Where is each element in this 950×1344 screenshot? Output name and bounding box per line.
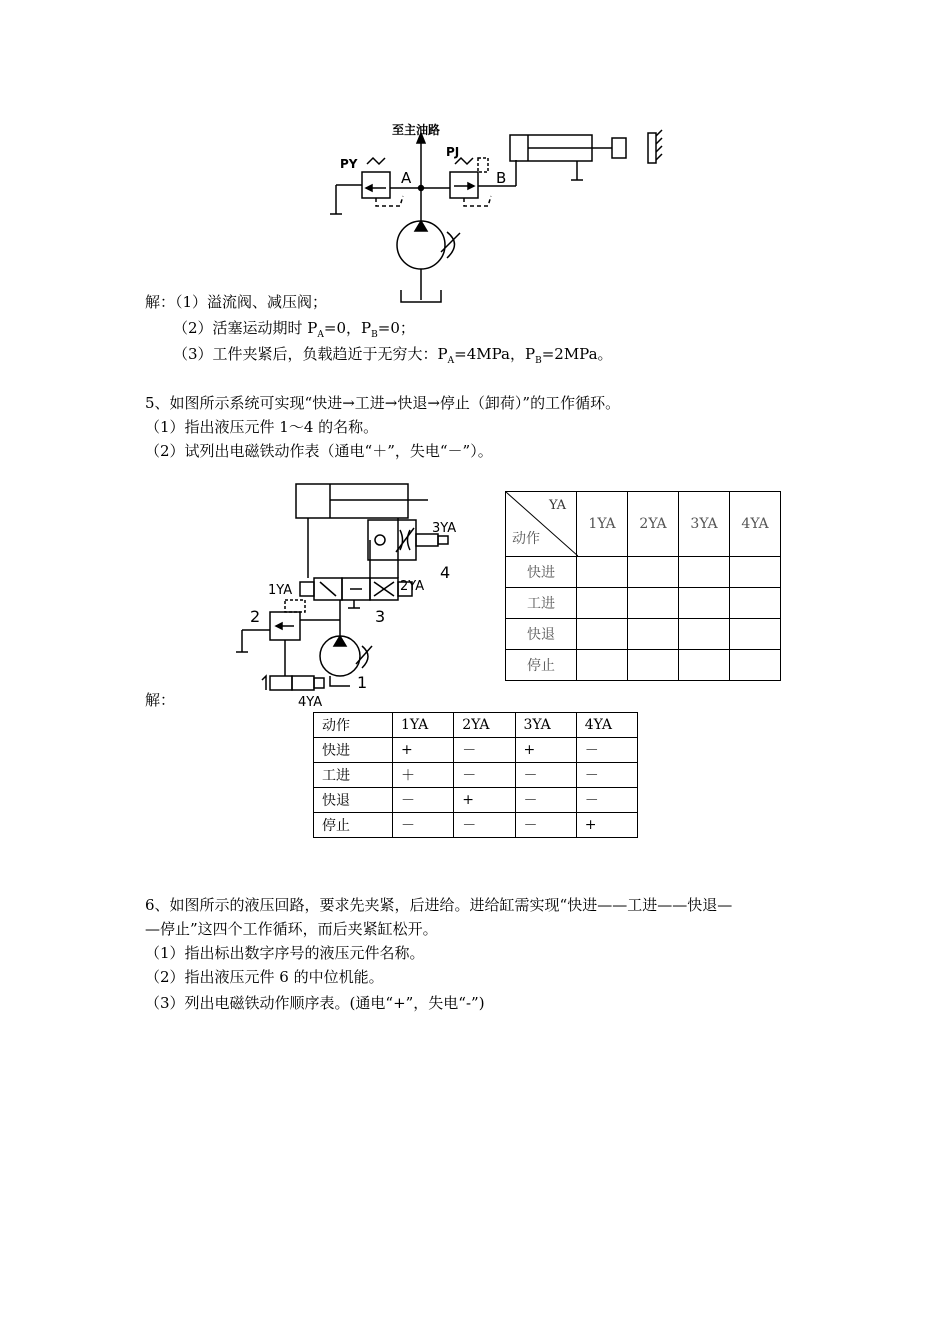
pj-label: PJ <box>446 145 460 159</box>
table-header-cell: 4YA <box>730 492 781 557</box>
row-label: 快退 <box>506 619 577 650</box>
answer-header-cell: 2YA <box>454 713 515 738</box>
main-line-label: 至主油路 <box>392 123 441 137</box>
q5-title: 5、如图所示系统可实现“快进→工进→快退→停止（卸荷）”的工作循环。 <box>145 394 621 412</box>
table-header-cell: 1YA <box>577 492 628 557</box>
q6-sub1: （1）指出标出数字序号的液压元件名称。 <box>145 944 425 962</box>
hydraulic-diagram-1 <box>325 118 675 310</box>
corner-top-label: YA <box>549 498 566 513</box>
q6-sub3: （3）列出电磁铁动作顺序表。(通电“+”，失电“-”) <box>145 994 485 1012</box>
table-header-row <box>506 492 781 557</box>
table-row <box>506 557 781 588</box>
node-b-label: B <box>496 169 507 187</box>
label-4ya: 4YA <box>298 695 323 708</box>
table-row <box>506 650 781 681</box>
answer-row: 快退 － + － － <box>314 788 638 813</box>
solution-text: （1）溢流阀、减压阀； <box>175 293 328 311</box>
table-corner-cell <box>506 492 577 557</box>
answer-row: 停止 － － － + <box>314 813 638 838</box>
label-2ya: 2YA <box>400 579 425 594</box>
q4-solution-line3: （3）工件夹紧后，负载趋近于无穷大：$P_A=4MPa$，$P_B=2MPa$。 <box>173 345 613 366</box>
label-element-4: 4 <box>440 563 451 582</box>
label-3ya: 3YA <box>432 521 457 536</box>
table-row <box>506 588 781 619</box>
table-header-cell: 2YA <box>628 492 679 557</box>
answer-row: 工进 ＋ － － － <box>314 763 638 788</box>
answer-header-row <box>314 713 638 738</box>
label-element-1: 1 <box>357 673 368 692</box>
q6-title-line2: —停止”这四个工作循环，而后夹紧缸松开。 <box>145 920 438 938</box>
answer-solenoid-table <box>313 712 638 838</box>
table-row <box>506 619 781 650</box>
label-element-3: 3 <box>375 607 386 626</box>
q6-title-line1: 6、如图所示的液压回路，要求先夹紧，后进给。进给缸需实现“快进——工进——快退— <box>145 896 733 914</box>
answer-header-cell: 1YA <box>393 713 454 738</box>
answer-header-cell: 4YA <box>576 713 637 738</box>
table-header-cell: 3YA <box>679 492 730 557</box>
row-label: 停止 <box>506 650 577 681</box>
q5-sub1: （1）指出液压元件 1～4 的名称。 <box>145 418 379 436</box>
node-a-label: A <box>401 169 412 187</box>
answer-row: 快进 + － + － <box>314 738 638 763</box>
row-label: 工进 <box>506 588 577 619</box>
q5-solution-prefix: 解： <box>145 691 176 709</box>
q5-sub2: （2）试列出电磁铁动作表（通电“＋”，失电“－”）。 <box>145 442 493 460</box>
q4-solution-line1 <box>145 292 327 312</box>
blank-solenoid-table <box>505 491 781 681</box>
label-1ya: 1YA <box>268 583 293 598</box>
label-element-2: 2 <box>250 607 261 626</box>
row-label: 快进 <box>506 557 577 588</box>
solution-prefix: 解： <box>145 293 176 311</box>
corner-bottom-label: 动作 <box>512 531 540 547</box>
py-label: PY <box>340 157 358 171</box>
answer-header-cell: 动作 <box>314 713 393 738</box>
q4-solution-line2: （2）活塞运动期时 $P_A=0$，$P_B=0$； <box>173 319 415 340</box>
q6-sub2: （2）指出液压元件 6 的中位机能。 <box>145 968 384 986</box>
answer-header-cell: 3YA <box>515 713 576 738</box>
hydraulic-diagram-2 <box>232 478 472 708</box>
